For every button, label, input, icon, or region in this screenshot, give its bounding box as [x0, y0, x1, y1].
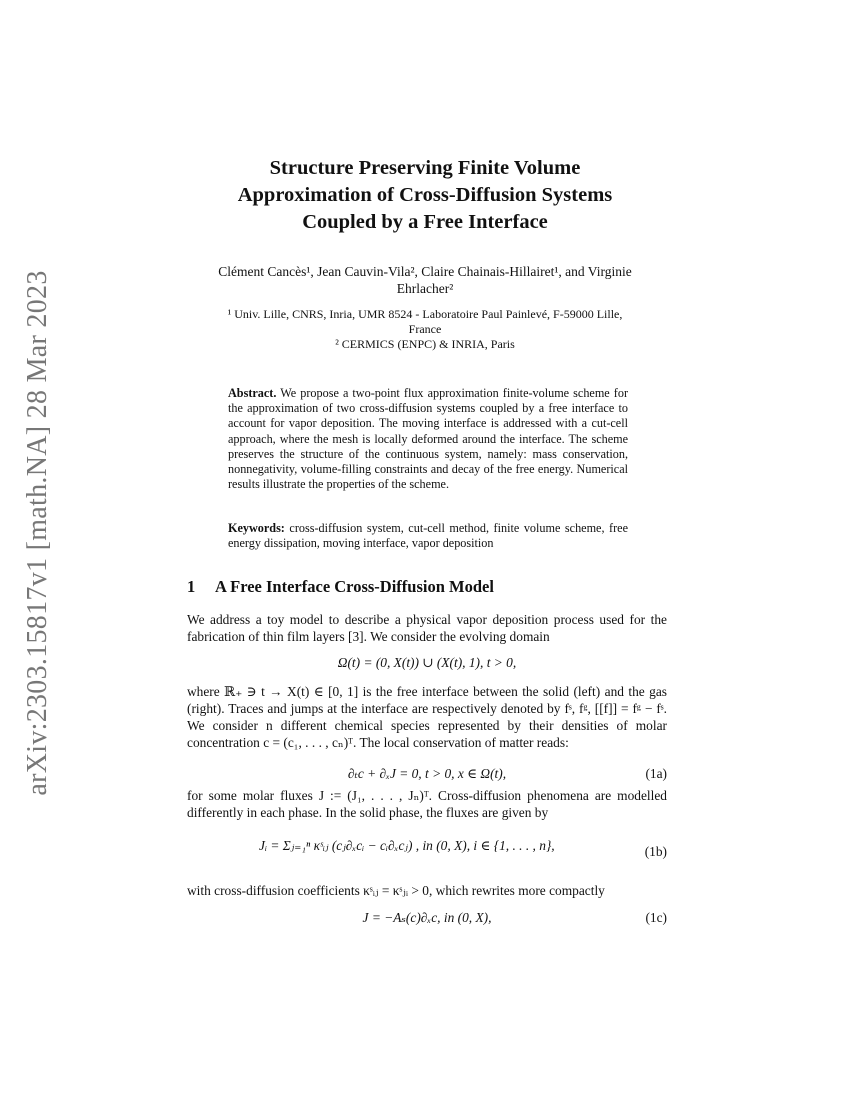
- affiliations: [185, 307, 665, 352]
- title-line-3: Coupled by a Free Interface: [302, 211, 548, 233]
- section-number: 1: [187, 577, 196, 596]
- equation-1a-tag: (1a): [645, 766, 667, 781]
- arxiv-id-text: arXiv:2303.15817v1 [math.NA] 28 Mar 2023: [22, 270, 53, 796]
- authors-line-1: Clément Cancès¹, Jean Cauvin-Vila², Claire Chainais-Hillairet¹, and Virginie: [218, 264, 632, 279]
- equation-1b-tag: (1b): [644, 844, 667, 859]
- paragraph-fluxes: for some molar fluxes J := (J₁, . . . , Jₙ)ᵀ. Cross-diffusion phenomena are modelled differently in each phase. In the solid phase, the fluxes are given by: [187, 788, 667, 820]
- paragraph-interface-part2: fˢ, fᵍ, [[f]] = fᵍ − fˢ. We consider n different chemical species represented by their densities of molar concentration c = (c₁, . . . , cₙ)ᵀ. The local conservation of matter reads:: [187, 701, 667, 750]
- equation-1c-tag: (1c): [645, 910, 667, 925]
- paragraph-coefficients: with cross-diffusion coefficients κˢᵢⱼ = κˢⱼᵢ > 0, which rewrites more compactly: [187, 883, 605, 898]
- keywords-label: Keywords:: [228, 521, 285, 535]
- equation-1c: [187, 910, 667, 930]
- equation-1b: [187, 838, 667, 878]
- paragraph-interface-part1: where ℝ₊ ∋ t → X(t) ∈ [0, 1] is the free interface between the solid (left) and the gas (right). Traces and jumps at the interface are respectively denoted by: [187, 684, 667, 716]
- title-line-1: Structure Preserving Finite Volume: [269, 157, 581, 179]
- section-heading: [187, 577, 494, 597]
- equation-domain: [187, 655, 667, 675]
- abstract: [228, 386, 628, 492]
- title-line-2: Approximation of Cross-Diffusion Systems: [237, 184, 613, 206]
- equation-1b-expr: Jᵢ = Σⱼ₌₁ⁿ κˢᵢⱼ (cⱼ∂ₓcᵢ − cᵢ∂ₓcⱼ) , in (0, X), i ∈ {1, . . . , n},: [259, 838, 555, 853]
- authors-line-2: Ehrlacher²: [396, 281, 454, 296]
- equation-domain-expr: Ω(t) = (0, X(t)) ∪ (X(t), 1), t > 0,: [337, 655, 517, 670]
- abstract-text: We propose a two-point flux approximation finite-volume scheme for the approximation of two cross-diffusion systems coupled by a free interface to account for vapor deposition. The moving interface is addressed with a cut-cell approach, where the mesh is locally deformed around the interface. The scheme preserves the structure of the continuous system, namely: mass conservation, nonnegativity, volume-filling constraints and decay of the free energy. Numerical results illustrate the properties of the scheme.: [228, 386, 629, 492]
- keywords-text: cross-diffusion system, cut-cell method, finite volume scheme, free energy dissipation, moving interface, vapor deposition: [228, 521, 628, 551]
- equation-1c-expr: J = −Aₛ(c)∂ₓc, in (0, X),: [362, 910, 492, 925]
- keywords: [228, 521, 628, 551]
- paper-title: [180, 155, 670, 236]
- equation-1a-expr: ∂ₜc + ∂ₓJ = 0, t > 0, x ∈ Ω(t),: [347, 766, 507, 781]
- arxiv-side-identifier: [18, 268, 58, 798]
- section-title: A Free Interface Cross-Diffusion Model: [215, 577, 494, 596]
- paragraph-intro: We address a toy model to describe a physical vapor deposition process used for the fabrication of thin film layers [3]. We consider the evolving domain: [187, 612, 667, 644]
- affiliation-line-1: ¹ Univ. Lille, CNRS, Inria, UMR 8524 - Laboratoire Paul Painlevé, F-59000 Lille,: [227, 307, 623, 321]
- paragraph-interface: [187, 683, 667, 751]
- affiliation-line-3: ² CERMICS (ENPC) & INRIA, Paris: [335, 337, 515, 351]
- equation-1a: [187, 766, 667, 786]
- abstract-label: Abstract.: [228, 386, 277, 400]
- author-list: [185, 263, 665, 297]
- affiliation-line-2: France: [408, 322, 442, 336]
